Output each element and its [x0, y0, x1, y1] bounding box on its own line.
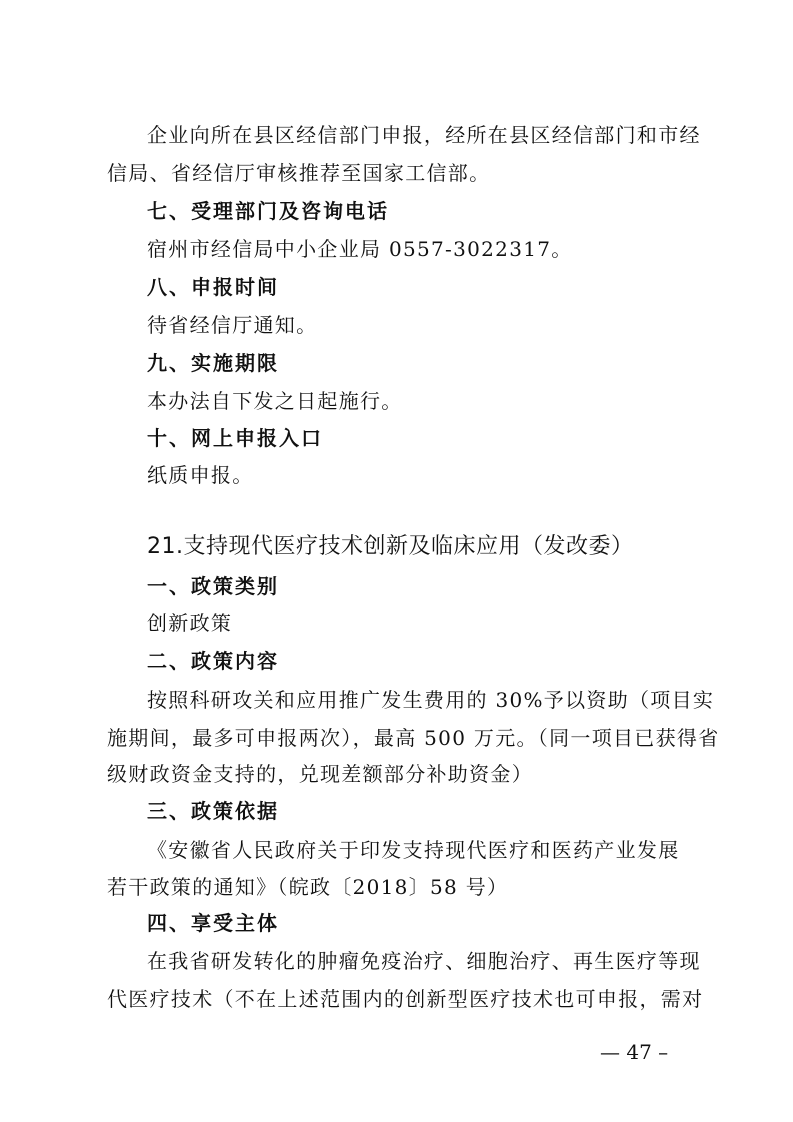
section-heading: 三、政策依据 [147, 799, 279, 823]
policy-title: 21.支持现代医疗技术创新及临床应用（发改委） [147, 534, 634, 559]
body-text-line: 按照科研攻关和应用推广发生费用的 30%予以资助（项目实 [147, 688, 715, 712]
section-heading: 四、享受主体 [147, 911, 279, 935]
body-text-line: 《安徽省人民政府关于印发支持现代医疗和医药产业发展 [147, 838, 680, 862]
section-heading: 十、网上申报入口 [147, 426, 323, 450]
body-text-line: 级财政资金支持的，兑现差额部分补助资金） [107, 762, 533, 786]
body-text-line: 信局、省经信厅审核推荐至国家工信部。 [107, 161, 491, 185]
section-heading: 九、实施期限 [147, 351, 279, 375]
body-text-line: 待省经信厅通知。 [147, 313, 318, 337]
body-text-line: 本办法自下发之日起施行。 [147, 389, 403, 413]
section-heading: 二、政策内容 [147, 649, 279, 673]
body-text-line: 创新政策 [147, 611, 233, 635]
section-heading: 一、政策类别 [147, 574, 279, 598]
section-heading: 七、受理部门及咨询电话 [147, 199, 389, 223]
page-number: — 47 – [600, 1040, 669, 1064]
body-text-line: 施期间，最多可申报两次），最高 500 万元。（同一项目已获得省 [107, 726, 720, 750]
body-text-line: 在我省研发转化的肿瘤免疫治疗、细胞治疗、再生医疗等现 [147, 949, 701, 973]
body-text-line: 企业向所在县区经信部门申报，经所在县区经信部门和市经 [147, 123, 701, 147]
body-text-line: 纸质申报。 [147, 463, 254, 487]
body-text-line: 宿州市经信局中小企业局 0557-3022317。 [147, 237, 573, 261]
body-text-line: 代医疗技术（不在上述范围内的创新型医疗技术也可申报，需对 [107, 987, 704, 1011]
section-heading: 八、申报时间 [147, 275, 279, 299]
body-text-line: 若干政策的通知》（皖政〔2018〕58 号） [107, 875, 509, 899]
